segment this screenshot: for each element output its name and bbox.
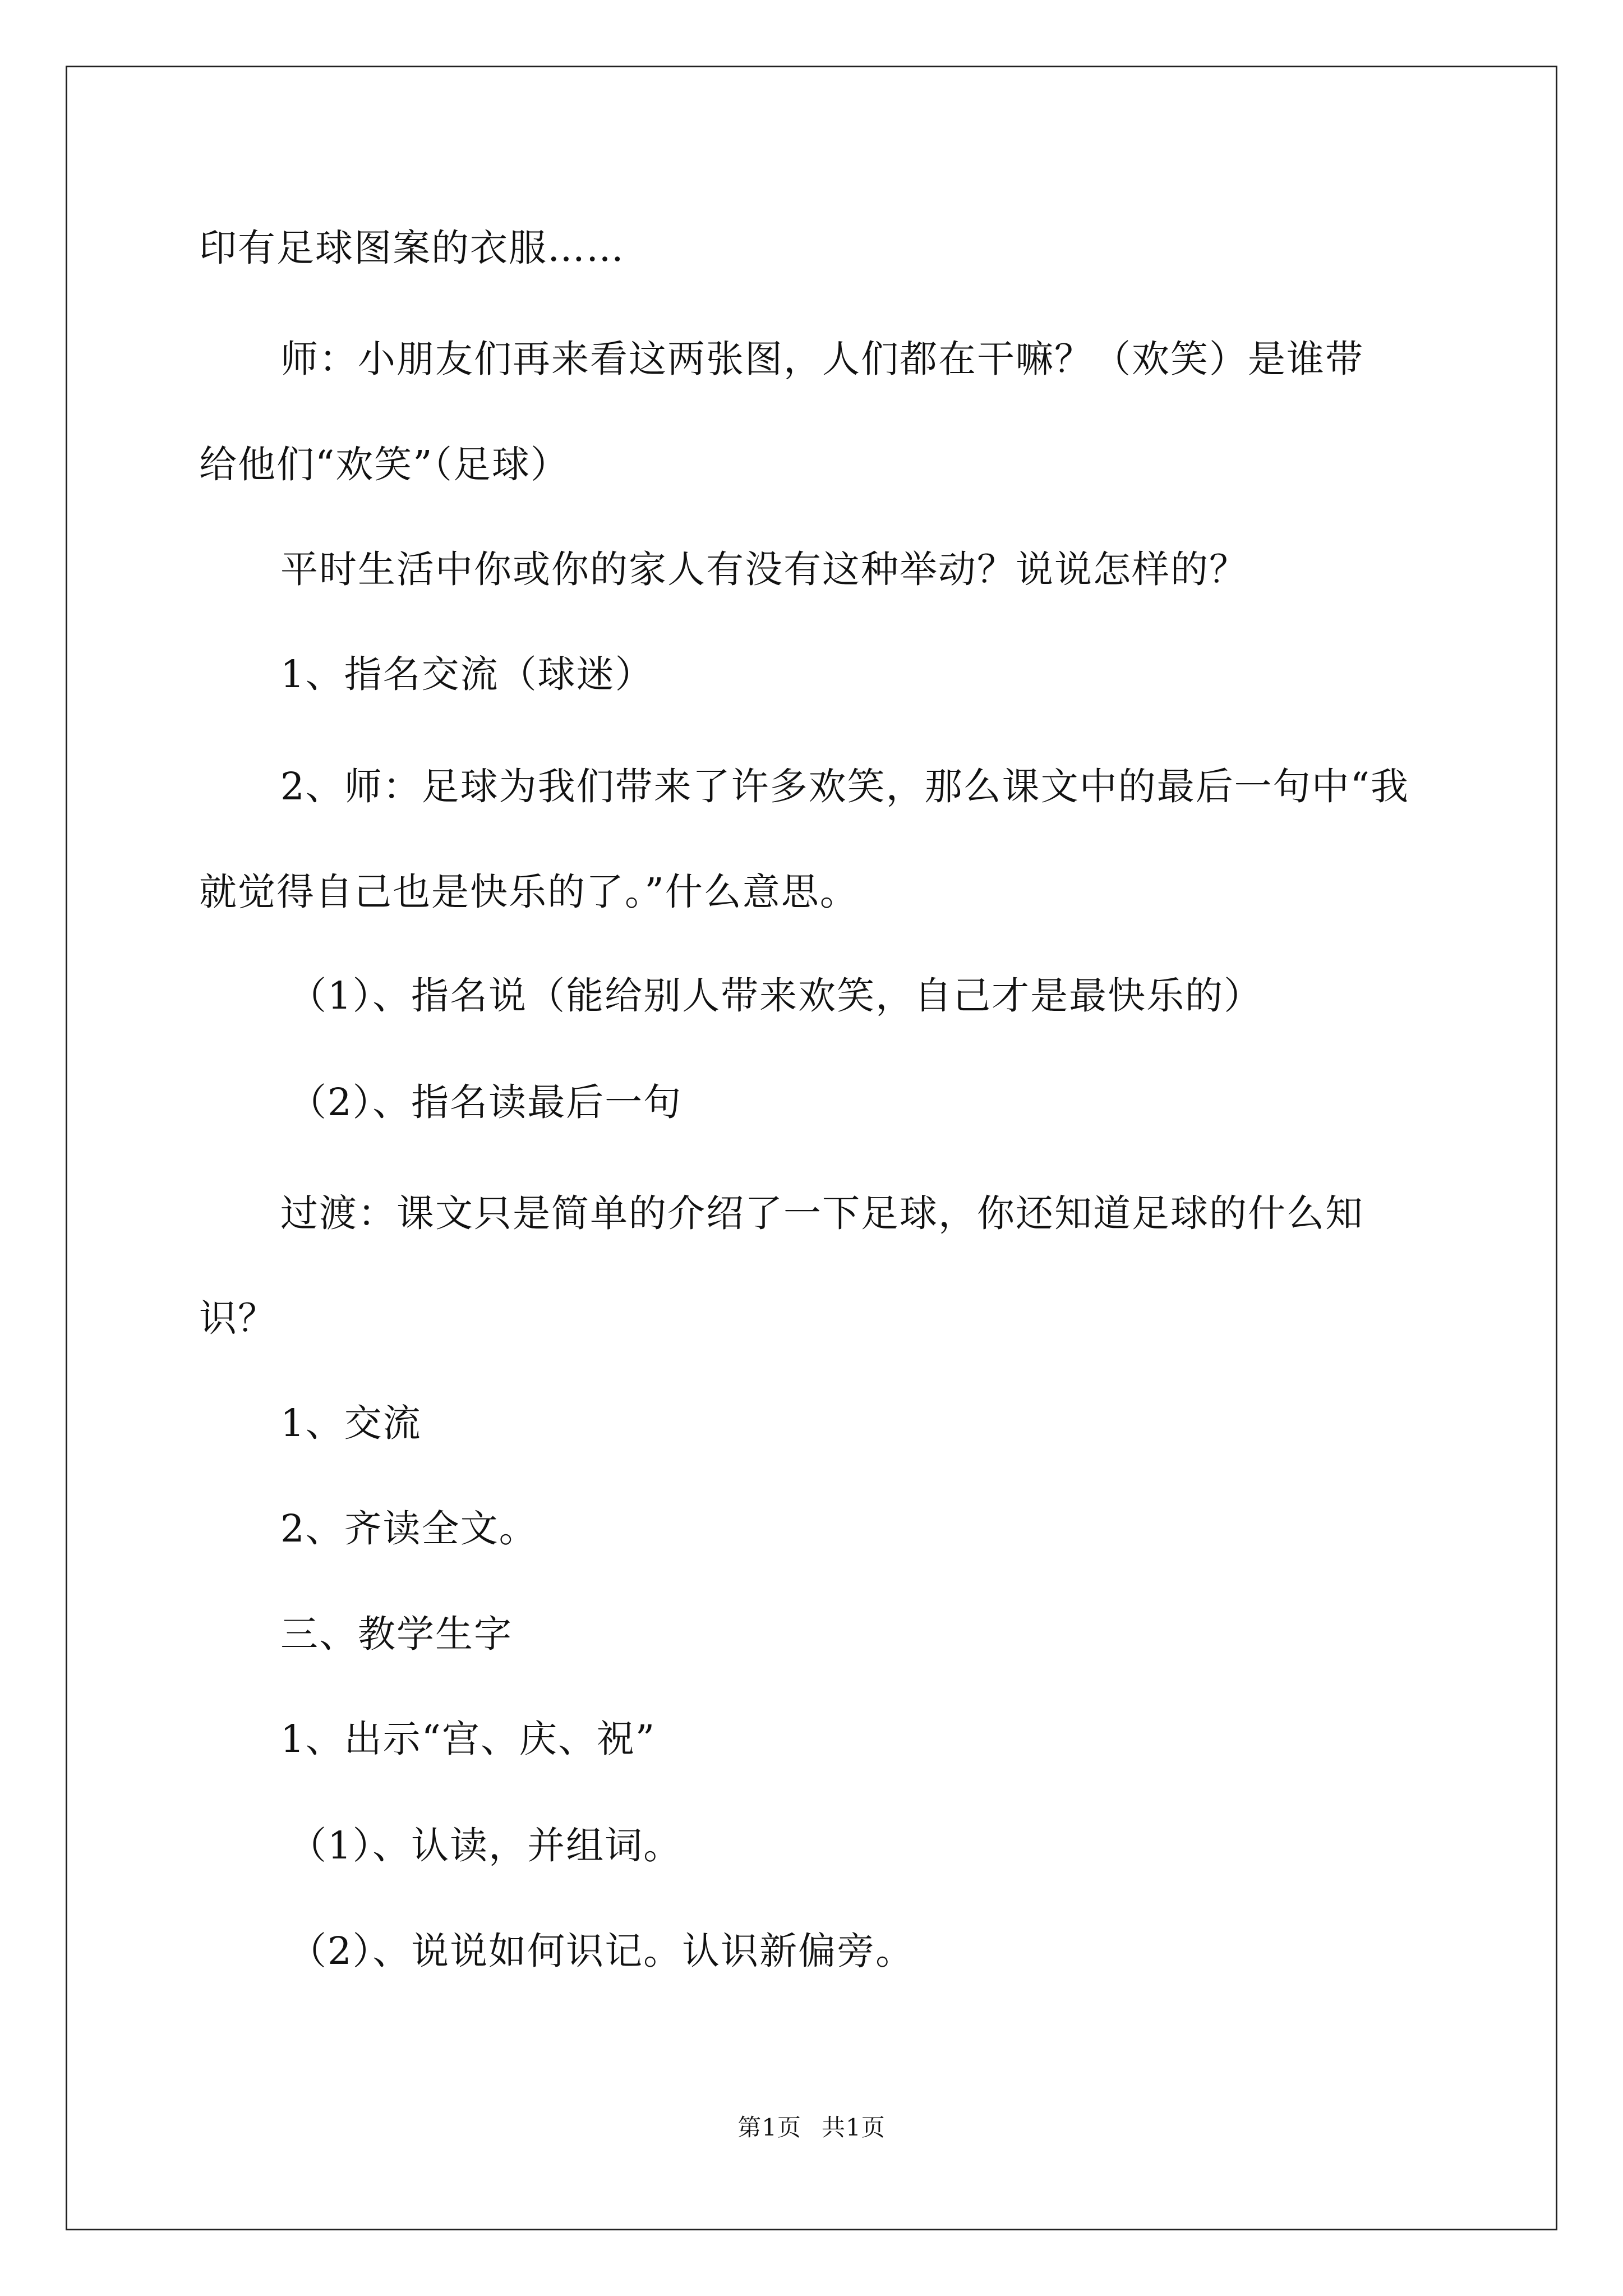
text-line: 过渡：课文只是简单的介绍了一下足球，你还知道足球的什么知	[280, 1191, 1364, 1235]
text-line: 1、交流	[280, 1401, 422, 1445]
text-line: 印有足球图案的衣服……	[199, 226, 625, 270]
text-line: （2）、指名读最后一句	[289, 1080, 683, 1124]
page-number: 第1页	[737, 2114, 801, 2141]
text-line: （1）、指名说（能给别人带来欢笑，自己才是最快乐的）	[289, 974, 1263, 1018]
page-total: 共1页	[822, 2114, 886, 2141]
page-border	[66, 66, 1557, 2230]
text-line: （2）、说说如何识记。认识新偏旁。	[289, 1929, 915, 1973]
page-footer	[0, 2114, 1623, 2142]
text-line: 1、出示“宫、庆、祝”	[280, 1717, 656, 1761]
text-line: 给他们“欢笑”（足球）	[199, 443, 570, 486]
text-line: 平时生活中你或你的家人有没有这种举动？说说怎样的？	[280, 547, 1248, 591]
text-line: 三、教学生字	[280, 1612, 513, 1656]
text-line: （1）、认读，并组词。	[289, 1824, 683, 1867]
text-line: 识？	[199, 1296, 276, 1340]
text-line: 1、指名交流（球迷）	[280, 652, 654, 696]
text-line: 就觉得自己也是快乐的了。”什么意思。	[199, 870, 859, 914]
text-line: 2、齐读全文。	[280, 1507, 538, 1550]
text-line: 师：小朋友们再来看这两张图，人们都在干嘛？（欢笑）是谁带	[280, 337, 1364, 381]
text-line: 2、师：足球为我们带来了许多欢笑，那么课文中的最后一句中“我	[280, 765, 1409, 808]
